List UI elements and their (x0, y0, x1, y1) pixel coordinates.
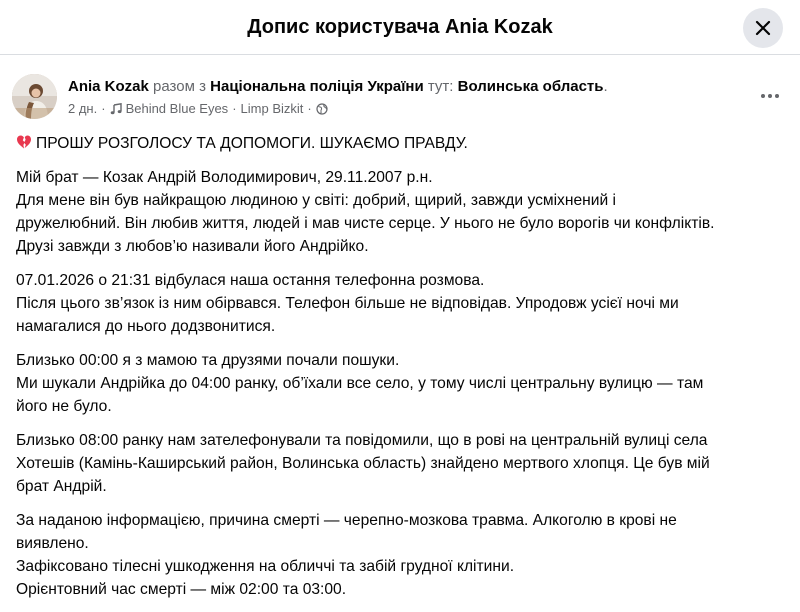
close-button[interactable] (743, 8, 783, 48)
meta-separator: · (232, 101, 237, 116)
post-line: намагалися до нього додзвонитися. (16, 318, 276, 335)
tagged-page[interactable]: Національна поліція України (210, 78, 424, 95)
with-text: разом з (153, 78, 206, 95)
more-horizontal-icon (760, 93, 780, 99)
post-line: Ми шукали Андрійка до 04:00 ранку, об’їхали все село, у тому числі центральну вулицю — там (16, 375, 704, 392)
post-line: брат Андрій. (16, 478, 107, 495)
author-line (68, 77, 608, 97)
post-meta (68, 100, 328, 118)
post-text: ПРОШУ РОЗГОЛОСУ ТА ДОПОМОГИ. ШУКАЄМО ПРАВДУ. (36, 135, 468, 152)
post-line (16, 132, 786, 155)
post-line: Близько 00:00 я з мамою та друзями почали пошуки. (16, 352, 400, 369)
more-options-button[interactable] (752, 78, 788, 114)
post-line: виявлено. (16, 535, 89, 552)
post-line: його не було. (16, 398, 112, 415)
post-line: Зафіксовано тілесні ушкодження на обличчі та забій грудної клітини. (16, 558, 515, 575)
post-line: Мій брат — Козак Андрій Володимирович, 29.11.2007 р.н. (16, 169, 433, 186)
meta-separator: · (101, 101, 106, 116)
post-line: Близько 08:00 ранку нам зателефонували та повідомили, що в рові на центральній вулиці села (16, 432, 708, 449)
dialog-title: Допис користувача Ania Kozak (247, 16, 553, 38)
location-link[interactable]: Волинська область (457, 78, 604, 95)
author-name[interactable]: Ania Kozak (68, 78, 149, 95)
post-line: дружелюбний. Він любив життя, людей і мав чисте серце. У нього не було ворогів чи конфліктів. (16, 215, 715, 232)
post-paragraph (16, 429, 786, 498)
post-line: Друзі завжди з любов’ю називали його Андрійко. (16, 238, 369, 255)
post-line: Для мене він був найкращою людиною у світі: добрий, щирий, завжди усміхнений і (16, 192, 616, 209)
post-paragraph (16, 269, 786, 338)
broken-heart-icon (16, 134, 32, 150)
post-paragraph (16, 132, 786, 155)
post-paragraph (16, 349, 786, 418)
at-text: тут: (427, 78, 454, 95)
post-header (12, 72, 788, 122)
post-line: 07.01.2026 о 21:31 відбулася наша остання телефонна розмова. (16, 272, 485, 289)
song-artist[interactable]: Limp Bizkit (240, 101, 304, 116)
close-icon (755, 20, 771, 36)
post-paragraph (16, 509, 786, 601)
song-title[interactable]: Behind Blue Eyes (125, 101, 229, 116)
location-suffix: . (603, 78, 608, 95)
post-time[interactable]: 2 дн. (68, 101, 98, 116)
globe-icon[interactable] (316, 103, 328, 115)
post-paragraph (16, 166, 786, 258)
avatar[interactable] (12, 74, 57, 119)
post-line: Хотешів (Камінь-Каширський район, Волинська область) знайдено мертвого хлопця. Це був мій (16, 455, 710, 472)
meta-separator: · (307, 101, 312, 116)
music-note-icon (110, 103, 122, 115)
dialog-header (0, 0, 800, 55)
post-line: За наданою інформацією, причина смерті — черепно-мозкова травма. Алкоголю в крові не (16, 512, 677, 529)
post-body (16, 132, 786, 612)
post-line: Орієнтовний час смерті — між 02:00 та 03:00. (16, 581, 347, 598)
post-line: Після цього зв’язок із ним обірвався. Телефон більше не відповідав. Упродовж усієї ночі ми (16, 295, 679, 312)
